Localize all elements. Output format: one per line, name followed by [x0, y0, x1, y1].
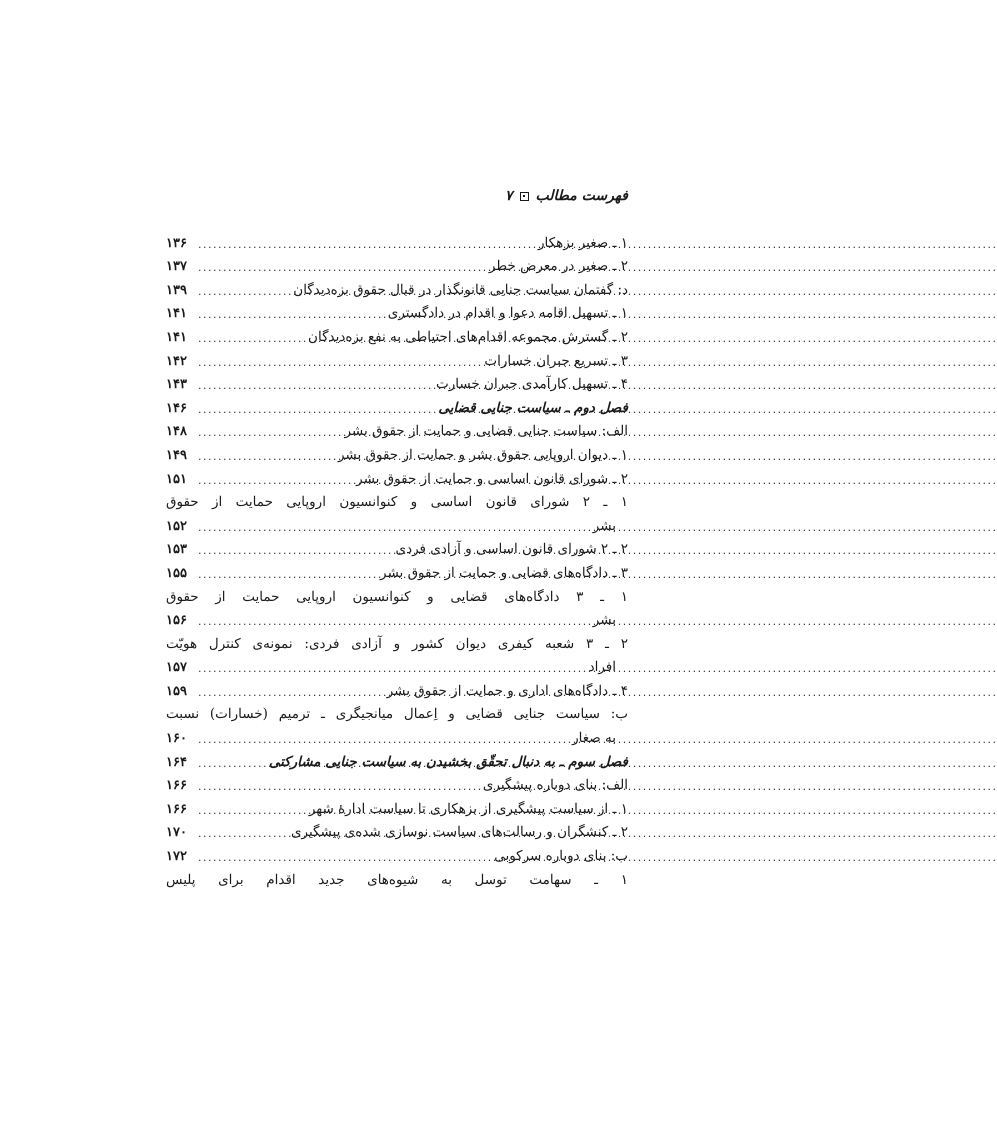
toc-entry-title: بشر	[592, 612, 616, 629]
toc-page-number: ۱۳۹	[166, 282, 187, 298]
toc-row	[166, 628, 628, 652]
toc-row	[166, 652, 628, 676]
toc-leader-dots	[196, 568, 380, 581]
toc-entry-title: د: گفتمان سیاست جنایی قانونگذار در قبال حقوق بزه‌دیدگان	[293, 281, 628, 298]
toc-page-number: ۱۴۱	[166, 306, 187, 322]
toc-page-number: ۱۴۱	[166, 329, 187, 345]
toc-leader-dots	[196, 827, 291, 840]
toc-leader-dots	[196, 804, 309, 817]
toc-page-number: ۱۵۵	[166, 565, 187, 581]
toc-page-number: ۱۶۶	[166, 778, 187, 794]
toc-leader-dots	[196, 851, 494, 864]
toc-row	[166, 298, 628, 322]
toc-leader-dots	[196, 356, 484, 369]
toc-leader-dots	[196, 544, 396, 557]
toc-leader-dots	[196, 426, 344, 439]
toc-entry-title: ۲ ـ ۲ شورای قانون اساسی و آزادی فردی	[395, 541, 628, 558]
header-title: فهرست مطالب	[535, 188, 628, 204]
toc-entry-title: الف: سیاست جنایی قضایی و حمایت از حقوق بشر	[344, 423, 628, 440]
toc-row	[166, 864, 628, 888]
toc-leader-dots	[196, 780, 483, 793]
toc-page-number: ۱۷۲	[166, 849, 187, 865]
toc-page-number: ۱۶۰	[166, 731, 187, 747]
toc-row	[166, 227, 628, 251]
toc-leader-dots	[196, 261, 489, 274]
toc-page-number: ۱۴۸	[166, 424, 187, 440]
square-ornament-icon	[520, 192, 529, 201]
toc-page-number: ۱۶۴	[166, 754, 187, 770]
toc-row	[166, 699, 628, 723]
toc-entry-title: ۱ ـ دیوان اروپایی حقوق بشر و حمایت از حقوق بشر	[337, 446, 628, 463]
toc-row	[166, 251, 628, 275]
toc-leader-dots	[196, 615, 593, 628]
toc-entry-title: بشر	[592, 517, 616, 534]
toc-leader-dots	[196, 474, 356, 487]
toc-leader-dots	[196, 733, 572, 746]
toc-leader-dots	[196, 757, 269, 770]
toc-chapter-row	[166, 746, 628, 770]
toc-leader-dots	[196, 308, 388, 321]
toc-page-number: ۱۳۷	[166, 259, 187, 275]
toc-page-number: ۱۶۶	[166, 801, 187, 817]
toc-leader-dots	[196, 379, 436, 392]
toc-page-number: ۱۵۶	[166, 613, 187, 629]
running-header	[166, 184, 628, 208]
toc-row	[166, 722, 628, 746]
toc-entry-title: ب: بنای دوباره سرکوبی	[494, 848, 628, 865]
toc-entry-title: ۲ ـ صغیر در معرض خطر	[488, 258, 628, 275]
toc-leader-dots	[196, 403, 438, 416]
toc-leader-dots	[196, 686, 387, 699]
toc-row	[166, 321, 628, 345]
toc-page-number: ۱۵۱	[166, 471, 187, 487]
toc-entry-title: ۴ ـ تسهیل کارآمدی جبران خسارت	[436, 376, 628, 393]
toc-row	[166, 274, 628, 298]
toc-page-number: ۱۳۶	[166, 235, 187, 251]
toc-entry-title: افراد	[588, 659, 616, 676]
toc-chapter-row	[166, 392, 628, 416]
toc-leader-dots	[196, 521, 593, 534]
toc-entry-title: فصل سوم ـ به دنبال تحقّق بخشیدن به سیاست جنایی مشارکتی	[268, 753, 628, 770]
toc-page-number: ۱۷۰	[166, 825, 187, 841]
toc-leader-dots	[196, 450, 338, 463]
toc-row	[166, 416, 628, 440]
toc-entry-title: به صغار	[572, 730, 616, 747]
toc-entry-title: ۴ ـ دادگاه‌های اداری و حمایت از حقوق بشر	[386, 682, 628, 699]
toc-entry-title: ۲ ـ گسترش مجموعه اقدام‌های احتیاطی به نفع بزه‌دیدگان	[308, 328, 628, 345]
header-page-number: ۷	[504, 188, 513, 204]
toc-row	[166, 770, 628, 794]
toc-entry-title: ۳ ـ تسریع جبران خسارات	[484, 352, 628, 369]
toc-page-number: ۱۵۷	[166, 660, 187, 676]
toc-page-number: ۱۴۲	[166, 353, 187, 369]
toc-entry-title: فصل دوم ـ سیاست جنایی قضایی	[438, 399, 628, 416]
toc-row	[166, 793, 628, 817]
toc-entry-title: ۱ ـ ۳ دادگاه‌های قضایی و کنوانسیون اروپایی حمایت از حقوق	[166, 588, 628, 605]
toc-leader-dots	[196, 238, 538, 251]
toc-entry-title: ۱ ـ تسهیل اقامه دعوا و اقدام در دادگستری	[387, 305, 628, 322]
toc-row	[166, 510, 628, 534]
toc-page-number: ۱۵۹	[166, 683, 187, 699]
toc-row	[166, 675, 628, 699]
toc-entry-title: ۱ ـ سهامت توسل به شیوه‌های جدید اقدام برای پلیس	[166, 871, 628, 888]
toc-leader-dots	[196, 662, 589, 675]
table-of-contents	[166, 227, 628, 888]
toc-row	[166, 605, 628, 629]
toc-entry-title: ب: سیاست جنایی قضایی و اِعمال میانجیگری ـ ترمیم (خسارات) نسبت	[166, 706, 628, 723]
toc-row	[166, 369, 628, 393]
toc-page-number: ۱۴۶	[166, 400, 187, 416]
toc-page-number: ۱۴۹	[166, 447, 187, 463]
toc-page-number: ۱۵۳	[166, 542, 187, 558]
toc-entry-title: ۲ ـ ۳ شعبه کیفری دیوان کشور و آزادی فردی: نمونه‌ی کنترل هویّت	[166, 635, 629, 652]
toc-entry-title: الف: بنای دوباره پیشگیری	[482, 777, 628, 794]
toc-entry-title: ۱ ـ از سیاست پیشگیری از بزهکاری تا سیاست ادارهٔ شهر	[308, 800, 628, 817]
toc-row	[166, 487, 628, 511]
toc-row	[166, 557, 628, 581]
toc-row	[166, 463, 628, 487]
toc-page-number: ۱۴۳	[166, 377, 187, 393]
toc-row	[166, 439, 628, 463]
toc-entry-title: ۲ ـ شورای قانون اساسی و حمایت از حقوق بشر	[356, 470, 628, 487]
toc-entry-title: ۱ ـ صغیر بزهکار	[537, 234, 628, 251]
toc-leader-dots	[196, 332, 308, 345]
toc-row	[166, 840, 628, 864]
toc-row	[166, 817, 628, 841]
toc-entry-title: ۱ ـ ۲ شورای قانون اساسی و کنوانسیون اروپایی حمایت از حقوق	[166, 494, 628, 511]
toc-row	[166, 581, 628, 605]
toc-page-number: ۱۵۲	[166, 518, 187, 534]
toc-row	[166, 345, 628, 369]
toc-entry-title: ۳ ـ دادگاه‌های قضایی و حمایت از حقوق بشر	[380, 564, 628, 581]
toc-entry-title: ۲ ـ کنشگران و رسالت‌های سیاست نوسازی شده‌ی پیشگیری	[290, 824, 628, 841]
toc-row	[166, 534, 628, 558]
toc-leader-dots	[196, 285, 293, 298]
